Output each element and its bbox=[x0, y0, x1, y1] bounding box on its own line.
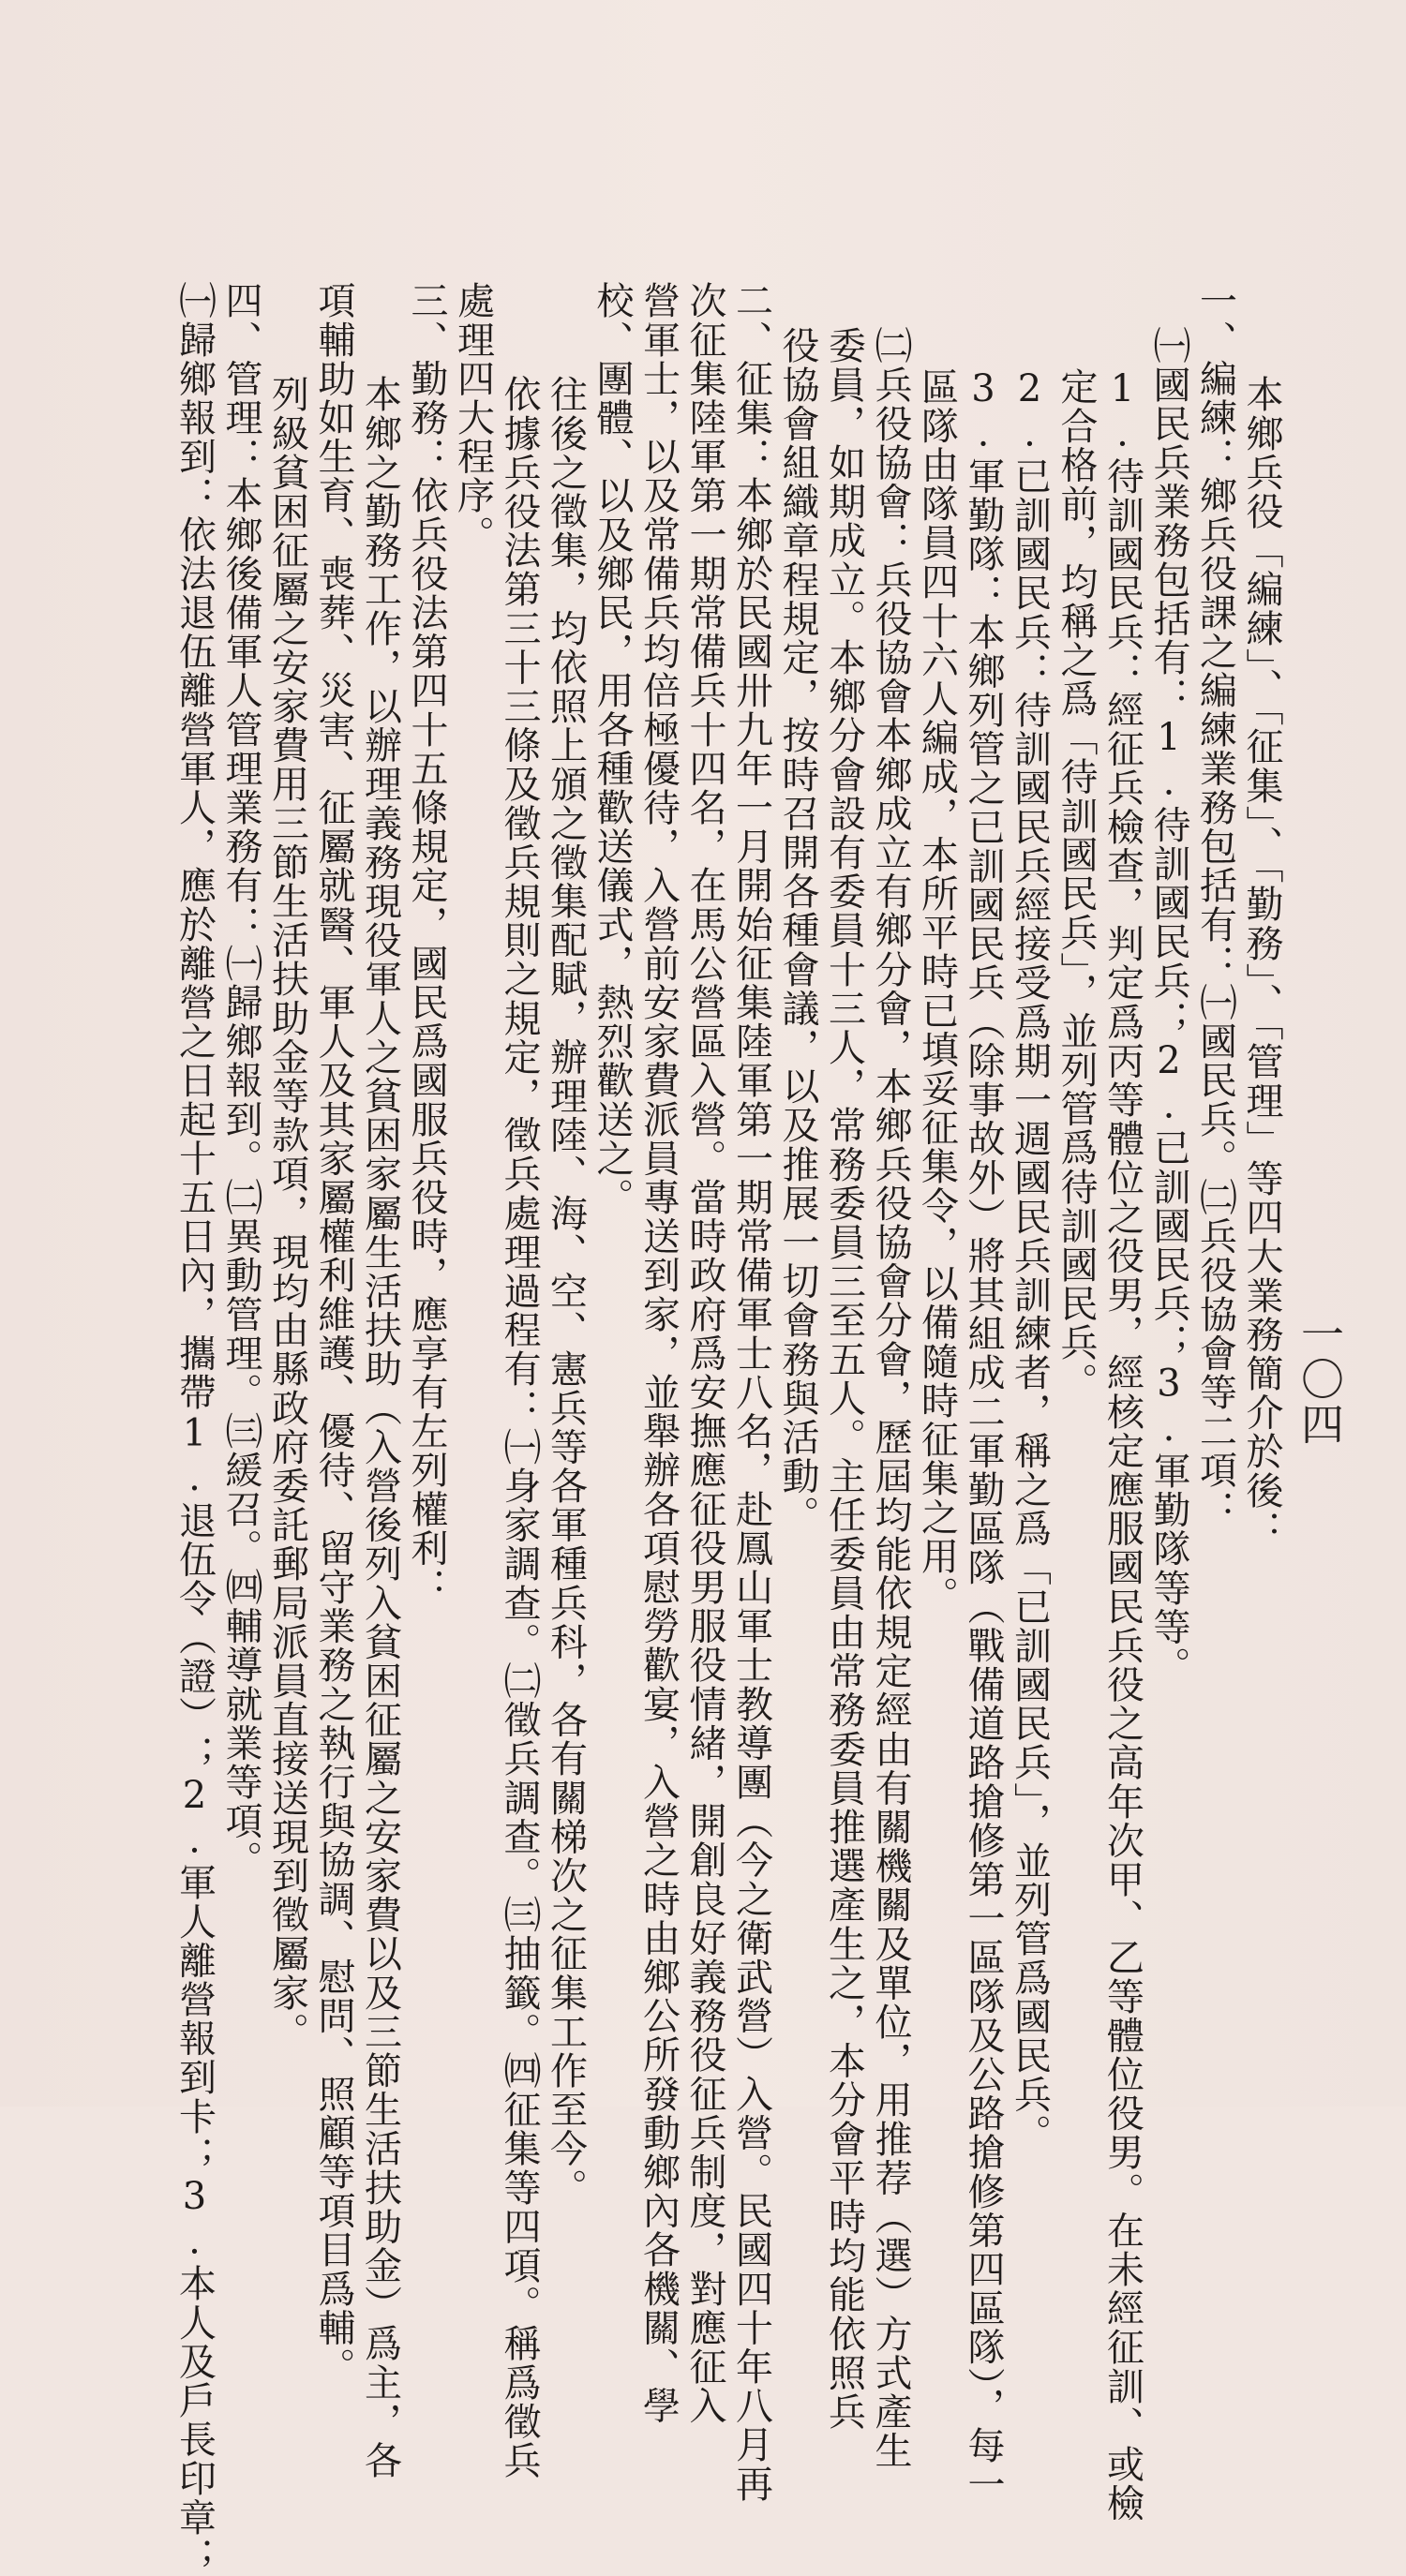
text-column: 次征集陸軍第一期常備兵十四名，在馬公營區入營。當時政府爲安撫應征役男服役情緒，開創良好義務役征兵制度，對應征入 bbox=[683, 281, 726, 2425]
text-column: 往後之徵集，均依照上頒之徵集配賦，辦理陸、海、空、憲兵等各軍種兵科，各有關梯次之征集工作至今。 bbox=[544, 375, 588, 2208]
text-column: 2.已訓國民兵：待訓國民兵經接受爲期一週國民兵訓練者，稱之爲「已訓國民兵」，並列管爲國民兵。 bbox=[1008, 367, 1052, 2153]
text-column: 委員，如期成立。本鄉分會設有委員十三人，常務委員三至五人。主任委員由常務委員推選產生之，本分會平時均能依照兵 bbox=[822, 326, 866, 2432]
text-column: 1.待訓國民兵：經征兵檢查，判定爲丙等體位之役男，經核定應服國民兵役之高年次甲、乙等體位役男。在未經征訓、或檢 bbox=[1100, 367, 1144, 2523]
text-column: ㈠歸鄉報到：依法退伍離營軍人，應於離營之日起十五日內，攜帶1.退伍令（證）；2.軍人離營報到卡；3.本人及戶長印章； bbox=[172, 281, 217, 2576]
text-column: 定合格前，均稱之爲「待訓國民兵」，並列管爲待訓國民兵。 bbox=[1054, 367, 1098, 1402]
text-column-section-1-heading: 一、編練：鄉兵役課之編練業務包括有：㈠國民兵。㈡兵役協會等二項： bbox=[1193, 281, 1237, 1529]
text-column: 役協會組織章程規定，按時召開各種會議，以及推展一切會務與活動。 bbox=[776, 326, 819, 1535]
text-column: ㈠國民兵業務包括有：1.待訓國民兵；2.已訓國民兵；3.軍勤隊等等。 bbox=[1147, 326, 1190, 1686]
body-text bbox=[171, 281, 1284, 2576]
text-column: 3.軍勤隊：本鄉列管之已訓國民兵（除事故外）將其組成二軍勤區隊（戰備道路搶修第一區隊及公路搶修第四區隊），每一 bbox=[962, 367, 1005, 2504]
text-column-section-2-heading: 二、征集：本鄉於民國卅九年一月開始征集陸軍第一期常備軍士八名，赴鳳山軍士教導團（今之衛武營）入營。民國四十年八月再 bbox=[729, 281, 773, 2504]
text-column-section-3-heading: 三、勤務：依兵役法第四十五條規定，國民爲國服兵役時，應享有左列權利： bbox=[405, 281, 448, 1607]
text-column: 列級貧困征屬之安家費用三節生活扶助金等款項，現均由縣政府委託郵局派員直接送現到徵屬家。 bbox=[265, 375, 309, 2051]
page-number: 一〇四 bbox=[1294, 1312, 1345, 1447]
text-column-intro: 本鄉兵役「編練」、「征集」、「勤務」、「管理」等四大業務簡介於後： bbox=[1240, 375, 1283, 1549]
text-column: 校、團體、以及鄉民，用各種歡送儀式，熱烈歡送之。 bbox=[591, 281, 634, 1217]
text-column: ㈡兵役協會：兵役協會本鄉成立有鄉分會，本鄉兵役協會分會，歷屆均能依規定經由有關機關及單位，用推荐（選）方式產生 bbox=[869, 326, 912, 2470]
text-column: 區隊由隊員四十六人編成，本所平時已填妥征集令，以備隨時征集之用。 bbox=[915, 367, 959, 1616]
text-column: 營軍士，以及常備兵均倍極優待，入營前安家費派員專送到家，並舉辦各項慰勞歡宴，入營之時由鄉公所發動鄉內各機關、學 bbox=[636, 281, 681, 2425]
text-column: 本鄉之勤務工作，以辦理義務現役軍人之貧困家屬生活扶助（入營後列入貧困征屬之安家費以及三節生活扶助金）爲主，各 bbox=[358, 375, 402, 2480]
text-column-section-4-heading: 四、管理：本鄉後備軍人管理業務有：㈠歸鄉報到。㈡異動管理。㈢緩召。㈣輔導就業等項。 bbox=[219, 281, 262, 1880]
text-column: 處理四大程序。 bbox=[451, 281, 495, 555]
text-column: 項輔助如生育、喪葬、災害、征屬就醫、軍人及其家屬權利維護、優待、留守業務之執行與協調、慰問、照顧等項目爲輔。 bbox=[312, 281, 355, 2387]
text-column: 依據兵役法第三十三條及徵兵規則之規定，徵兵處理過程有：㈠身家調查。㈡徵兵調查。㈢抽籤。㈣征集等四項。稱爲徵兵 bbox=[498, 375, 541, 2480]
